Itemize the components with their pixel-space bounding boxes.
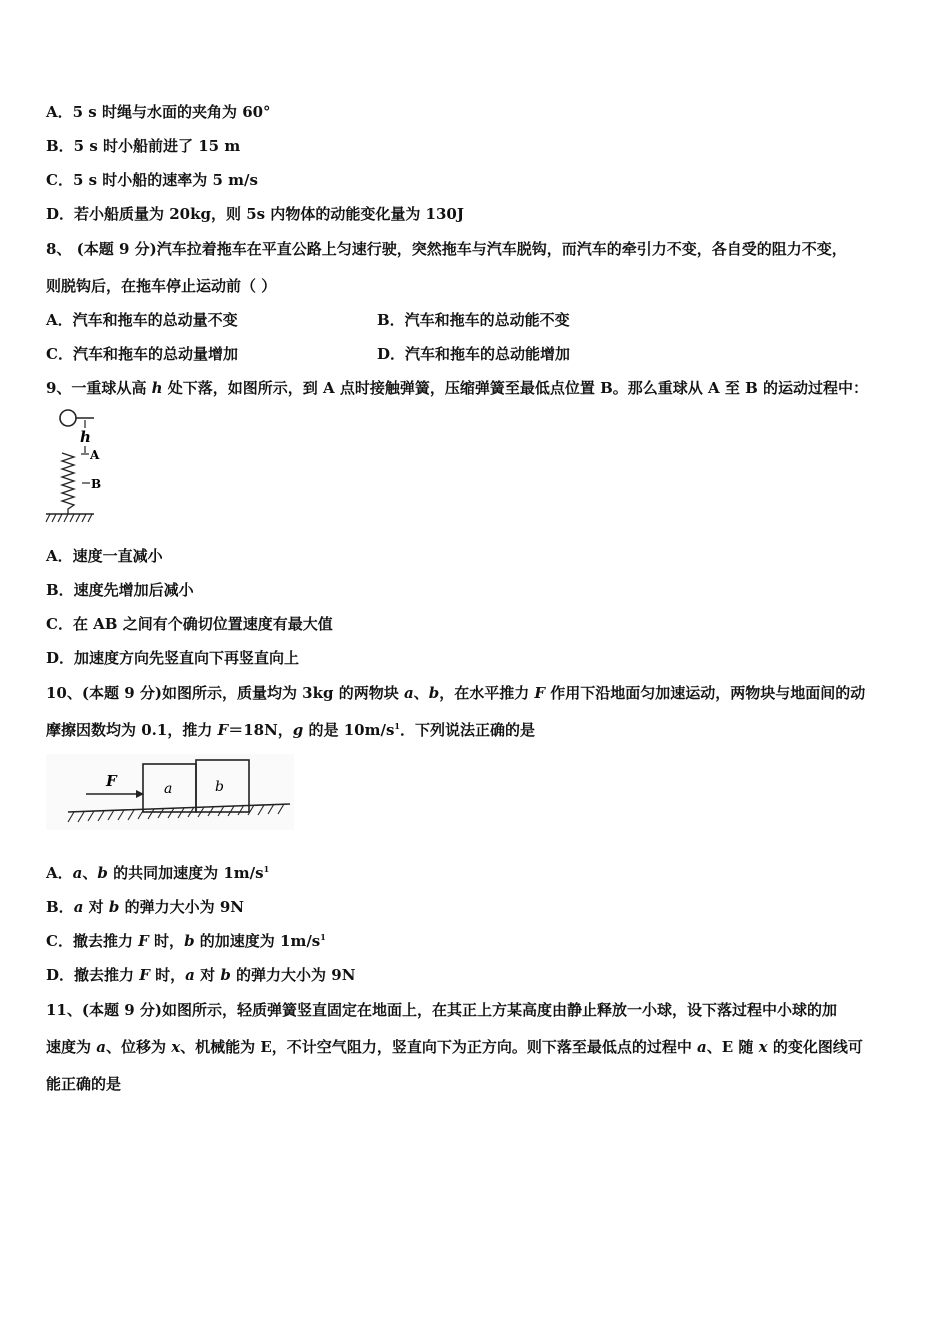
q9-label-h: h <box>80 428 91 446</box>
q11-text: 的变化图线可 <box>767 1038 863 1056</box>
q10-label-b: b <box>215 779 224 795</box>
q7-option-c: C．5 s 时小船的速率为 5 m/s <box>46 171 258 189</box>
q11-text: 、E 随 <box>706 1038 759 1056</box>
q10-text: ＝18N， <box>228 721 293 739</box>
q11-stem-line1: 11、(本题 9 分)如图所示，轻质弹簧竖直固定在地面上，在其正上方某高度由静止释放一小球，设下落过程中小球的加 <box>46 1001 837 1019</box>
q9-label-b: B <box>91 477 102 491</box>
q10-text: D．撤去推力 <box>46 966 140 984</box>
q8-option-b: B．汽车和拖车的总动能不变 <box>377 311 570 329</box>
q10-var-b: b <box>184 932 195 950</box>
q10-var-g: g <box>292 721 304 739</box>
q9-option-d: D．加速度方向先竖直向下再竖直向上 <box>46 649 300 667</box>
q11-text: 、机械能为 E，不计空气阻力，竖直向下为正方向。则下落至最低点的过程中 <box>180 1038 698 1056</box>
spring-icon <box>62 453 74 514</box>
q8-option-d: D．汽车和拖车的总动能增加 <box>377 345 571 363</box>
q10-text: ．下列说法正确的是 <box>400 721 536 739</box>
q10-text: 的弹力大小为 9N <box>230 966 356 984</box>
q10-text: 的共同加速度为 1m/s <box>107 864 264 882</box>
q9-label-a: A <box>90 448 100 462</box>
q9-var-h: h <box>151 379 163 397</box>
q10-option-b <box>46 897 244 917</box>
q10-superscript: 1 <box>320 932 326 942</box>
q10-text: 摩擦因数均为 0.1，推力 <box>46 721 218 739</box>
q10-text: 、 <box>413 684 429 702</box>
q10-var-f: F <box>138 932 149 950</box>
ball-icon <box>60 410 76 426</box>
q10-text: 的加速度为 1m/s <box>194 932 321 950</box>
q10-label-a: a <box>164 781 173 797</box>
q10-var-f: F <box>534 684 546 702</box>
q10-text: 对 <box>83 898 109 916</box>
q8-options-row2 <box>46 344 571 364</box>
q10-var-f: F <box>139 966 150 984</box>
q9-option-c: C．在 AB 之间有个确切位置速度有最大值 <box>46 615 333 633</box>
q10-text: 时， <box>148 932 185 950</box>
q10-var-a: a <box>403 684 414 702</box>
q10-var-a: a <box>73 898 84 916</box>
q11-var-a: a <box>96 1038 106 1056</box>
q10-stem-line1 <box>46 683 865 703</box>
q10-option-a <box>46 863 269 883</box>
q10-superscript: 1 <box>263 864 270 874</box>
q10-text: 10、(本题 9 分)如图所示，质量均为 3kg 的两物块 <box>46 684 404 702</box>
q10-text: 对 <box>194 966 221 984</box>
q9-stem-text-2: 处下落，如图所示，到 A 点时接触弹簧，压缩弹簧至最低点位置 B。那么重球从 A 至 B 的运动过程中： <box>162 379 868 397</box>
q10-var-b: b <box>428 684 440 702</box>
q7-option-a: A．5 s 时绳与水面的夹角为 60° <box>46 103 271 121</box>
q10-label-f: F <box>106 772 117 790</box>
q9-option-b: B．速度先增加后减小 <box>46 581 194 599</box>
q10-option-d <box>46 965 355 985</box>
q8-option-a: A．汽车和拖车的总动量不变 <box>46 311 238 329</box>
q11-text: 、位移为 <box>105 1038 172 1056</box>
q10-text: 、 <box>82 864 98 882</box>
q10-text: 的是 10m/s <box>303 721 395 739</box>
q10-var-a: a <box>72 864 83 882</box>
q10-superscript: 1 <box>394 721 400 731</box>
q11-text: 速度为 <box>46 1038 97 1056</box>
q10-option-c <box>46 931 326 951</box>
q10-text: C．撤去推力 <box>46 932 139 950</box>
q10-var-b: b <box>220 966 231 984</box>
ground-hatch-icon <box>46 514 92 522</box>
q11-var-a: a <box>697 1038 707 1056</box>
q11-stem-line2 <box>46 1037 863 1057</box>
q10-text: 的弹力大小为 9N <box>119 898 244 916</box>
q10-var-b: b <box>97 864 108 882</box>
q10-stem-line2 <box>46 720 535 740</box>
q10-var-a: a <box>185 966 195 984</box>
q7-option-d: D．若小船质量为 20kg，则 5s 内物体的动能变化量为 130J <box>46 205 464 223</box>
q8-option-c: C．汽车和拖车的总动量增加 <box>46 345 238 363</box>
q10-var-b: b <box>108 898 120 916</box>
q9-stem-text: 9、一重球从高 <box>46 379 152 397</box>
q8-stem-line1: 8、 (本题 9 分)汽车拉着拖车在平直公路上匀速行驶，突然拖车与汽车脱钩，而汽车的牵引力不变，各自受的阻力不变， <box>46 240 847 258</box>
q11-stem-line3: 能正确的是 <box>46 1075 122 1093</box>
q10-text: 作用下沿地面匀加速运动，两物块与地面间的动 <box>545 684 866 702</box>
q9-stem <box>46 378 868 398</box>
q10-text: ，在水平推力 <box>439 684 535 702</box>
q10-blocks-figure <box>44 752 296 832</box>
q10-var-f: F <box>217 721 229 739</box>
q8-stem-line2: 则脱钩后，在拖车停止运动前（ ） <box>46 277 277 295</box>
q11-var-x: x <box>171 1038 181 1056</box>
q10-text: B． <box>46 898 74 916</box>
q9-option-a: A．速度一直减小 <box>46 547 163 565</box>
q10-text: 时， <box>149 966 186 984</box>
q10-text: A． <box>46 864 73 882</box>
q9-spring-figure <box>44 406 104 530</box>
q8-options-row1 <box>46 310 570 330</box>
q11-var-x: x <box>758 1038 768 1056</box>
q7-option-b: B．5 s 时小船前进了 15 m <box>46 137 241 155</box>
